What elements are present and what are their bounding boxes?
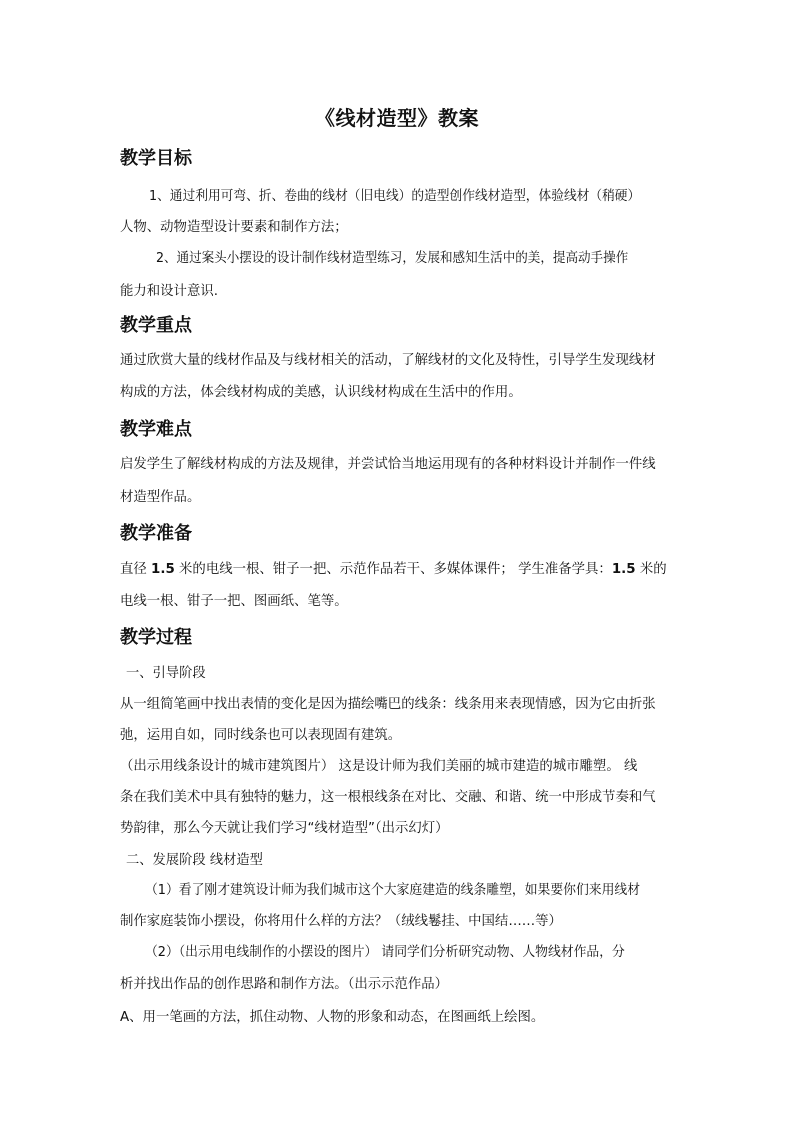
objectives-line-3: 2、通过案头小摆设的设计制作线材造型练习，发展和感知生活中的美，提高动手操作 — [156, 251, 629, 266]
difficulties-line-1: 启发学生了解线材构成的方法及规律，并尝试恰当地运用现有的各种材料设计并制作一件线 — [120, 457, 656, 472]
process-line-5: 势韵律，那么今天就让我们学习“线材造型”（出示幻灯） — [120, 821, 449, 836]
document-title: 《线材造型》教案 — [315, 106, 479, 130]
preparation-length-b: 1.5 — [611, 562, 636, 577]
preparation-text-a: 直径 — [120, 562, 147, 577]
process-line-2: 弛，运用自如，同时线条也可以表现固有建筑。 — [120, 728, 402, 743]
process-line-6: （1）看了刚才建筑设计师为我们城市这个大家庭建造的线条雕塑，如果要你们来用线材 — [145, 883, 641, 898]
heading-preparation: 教学准备 — [120, 523, 192, 544]
heading-difficulties: 教学难点 — [120, 419, 192, 440]
process-line-7: 制作家庭装饰小摆设，你将用什么样的方法？（绒线鬈挂、中国结……等） — [120, 914, 562, 929]
preparation-text-b: 米的电线一根、钳子一把、示范作品若干、多媒体课件； 学生准备学具： — [179, 562, 612, 577]
heading-objectives: 教学目标 — [120, 148, 192, 169]
process-line-1: 从一组简笔画中找出表情的变化是因为描绘嘴巴的线条：线条用来表现情感，因为它由折张 — [120, 697, 656, 712]
heading-key-points: 教学重点 — [120, 315, 192, 336]
process-line-8: （2）（出示用电线制作的小摆设的图片） 请同学们分析研究动物、人物线材作品，分 — [145, 945, 625, 960]
objectives-line-1: 1、通过利用可弯、折、卷曲的线材（旧电线）的造型创作线材造型，体验线材（稍硬） — [149, 189, 641, 204]
key-points-line-1: 通过欣赏大量的线材作品及与线材相关的活动，了解线材的文化及特性，引导学生发现线材 — [120, 353, 656, 368]
preparation-text-c: 米的 — [639, 562, 667, 577]
heading-process: 教学过程 — [120, 627, 192, 648]
preparation-line-1 — [120, 561, 675, 579]
difficulties-line-2: 材造型作品。 — [120, 490, 201, 505]
preparation-length-a: 1.5 — [151, 562, 175, 577]
process-line-4: 条在我们美术中具有独特的魅力，这一根根线条在对比、交融、和谐、统一中形成节奏和气 — [120, 790, 656, 805]
objectives-line-2: 人物、动物造型设计要素和制作方法； — [120, 220, 348, 235]
process-stage-2-title: 二、发展阶段 线材造型 — [126, 853, 263, 868]
process-line-10: A、用一笔画的方法，抓住动物、人物的形象和动态，在图画纸上绘图。 — [120, 1010, 545, 1025]
process-line-3: （出示用线条设计的城市建筑图片） 这是设计师为我们美丽的城市建造的城市雕塑。 线 — [120, 759, 638, 774]
process-stage-1-title: 一、引导阶段 — [126, 666, 206, 681]
objectives-line-4: 能力和设计意识. — [120, 284, 218, 299]
process-line-9: 析并找出作品的创作思路和制作方法。（出示示范作品） — [120, 977, 449, 992]
key-points-line-2: 构成的方法，体会线材构成的美感，认识线材构成在生活中的作用。 — [120, 385, 522, 400]
preparation-line-2: 电线一根、钳子一把、图画纸、笔等。 — [120, 594, 348, 609]
